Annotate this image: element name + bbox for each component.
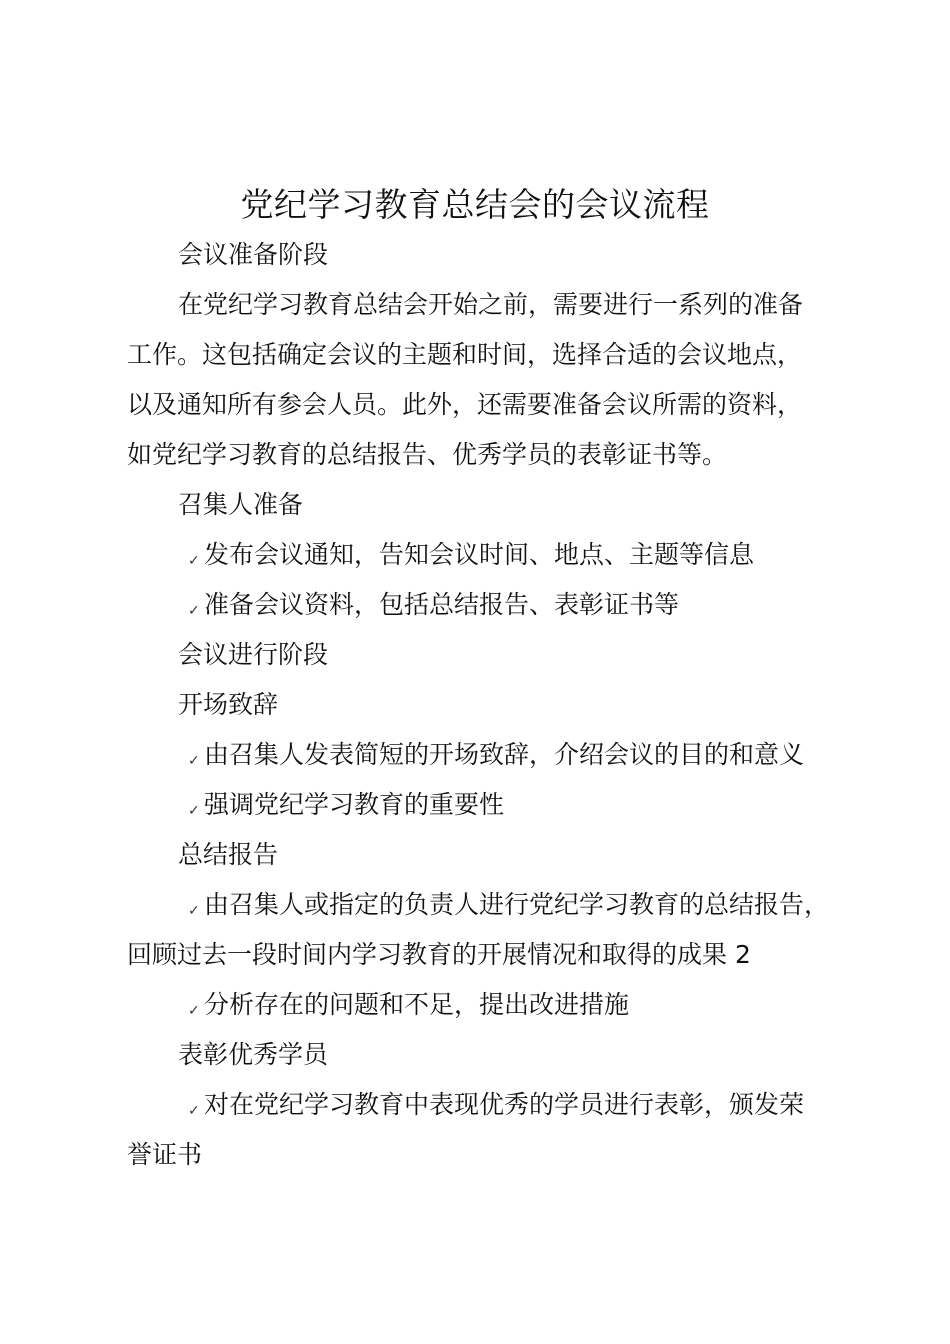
checkmark-icon: ✓: [188, 753, 200, 769]
paragraph-line: 工作。这包括确定会议的主题和时间，选择合适的会议地点，: [127, 340, 803, 369]
list-item-continuation: 誉证书: [127, 1140, 203, 1169]
paragraph-line: 在党纪学习教育总结会开始之前，需要进行一系列的准备: [178, 290, 804, 319]
list-item: [188, 580, 679, 636]
document-title: 党纪学习教育总结会的会议流程: [240, 185, 710, 224]
list-item: [188, 530, 754, 586]
paragraph-line: 如党纪学习教育的总结报告、优秀学员的表彰证书等。: [127, 440, 728, 469]
list-item: [188, 1080, 804, 1136]
paragraph-line: 以及通知所有参会人员。此外，还需要准备会议所需的资料，: [127, 390, 803, 419]
list-item-text: 对在党纪学习教育中表现优秀的学员进行表彰，颁发荣: [204, 1090, 805, 1119]
checkmark-icon: ✓: [188, 903, 200, 919]
list-item: [188, 780, 504, 836]
list-item-text: 发布会议通知，告知会议时间、地点、主题等信息: [204, 540, 755, 569]
section-heading-prep: 会议准备阶段: [178, 240, 329, 269]
list-item-text: 由召集人或指定的负责人进行党纪学习教育的总结报告，: [204, 890, 830, 919]
list-item: [188, 880, 829, 936]
checkmark-icon: ✓: [188, 1003, 200, 1019]
list-item-text: 准备会议资料，包括总结报告、表彰证书等: [204, 590, 680, 619]
section-heading-award: 表彰优秀学员: [178, 1040, 329, 1069]
list-item: [188, 730, 804, 786]
list-item-text: 强调党纪学习教育的重要性: [204, 790, 505, 819]
checkmark-icon: ✓: [188, 1103, 200, 1119]
section-heading-convener: 召集人准备: [178, 490, 304, 519]
checkmark-icon: ✓: [188, 803, 200, 819]
section-heading-opening: 开场致辞: [178, 690, 279, 719]
list-item-continuation: 回顾过去一段时间内学习教育的开展情况和取得的成果 2: [127, 940, 751, 969]
checkmark-icon: ✓: [188, 603, 200, 619]
list-item: [188, 980, 629, 1036]
section-heading-progress: 会议进行阶段: [178, 640, 329, 669]
section-heading-report: 总结报告: [178, 840, 279, 869]
checkmark-icon: ✓: [188, 553, 200, 569]
list-item-text: 分析存在的问题和不足，提出改进措施: [204, 990, 630, 1019]
list-item-text: 由召集人发表简短的开场致辞，介绍会议的目的和意义: [204, 740, 805, 769]
